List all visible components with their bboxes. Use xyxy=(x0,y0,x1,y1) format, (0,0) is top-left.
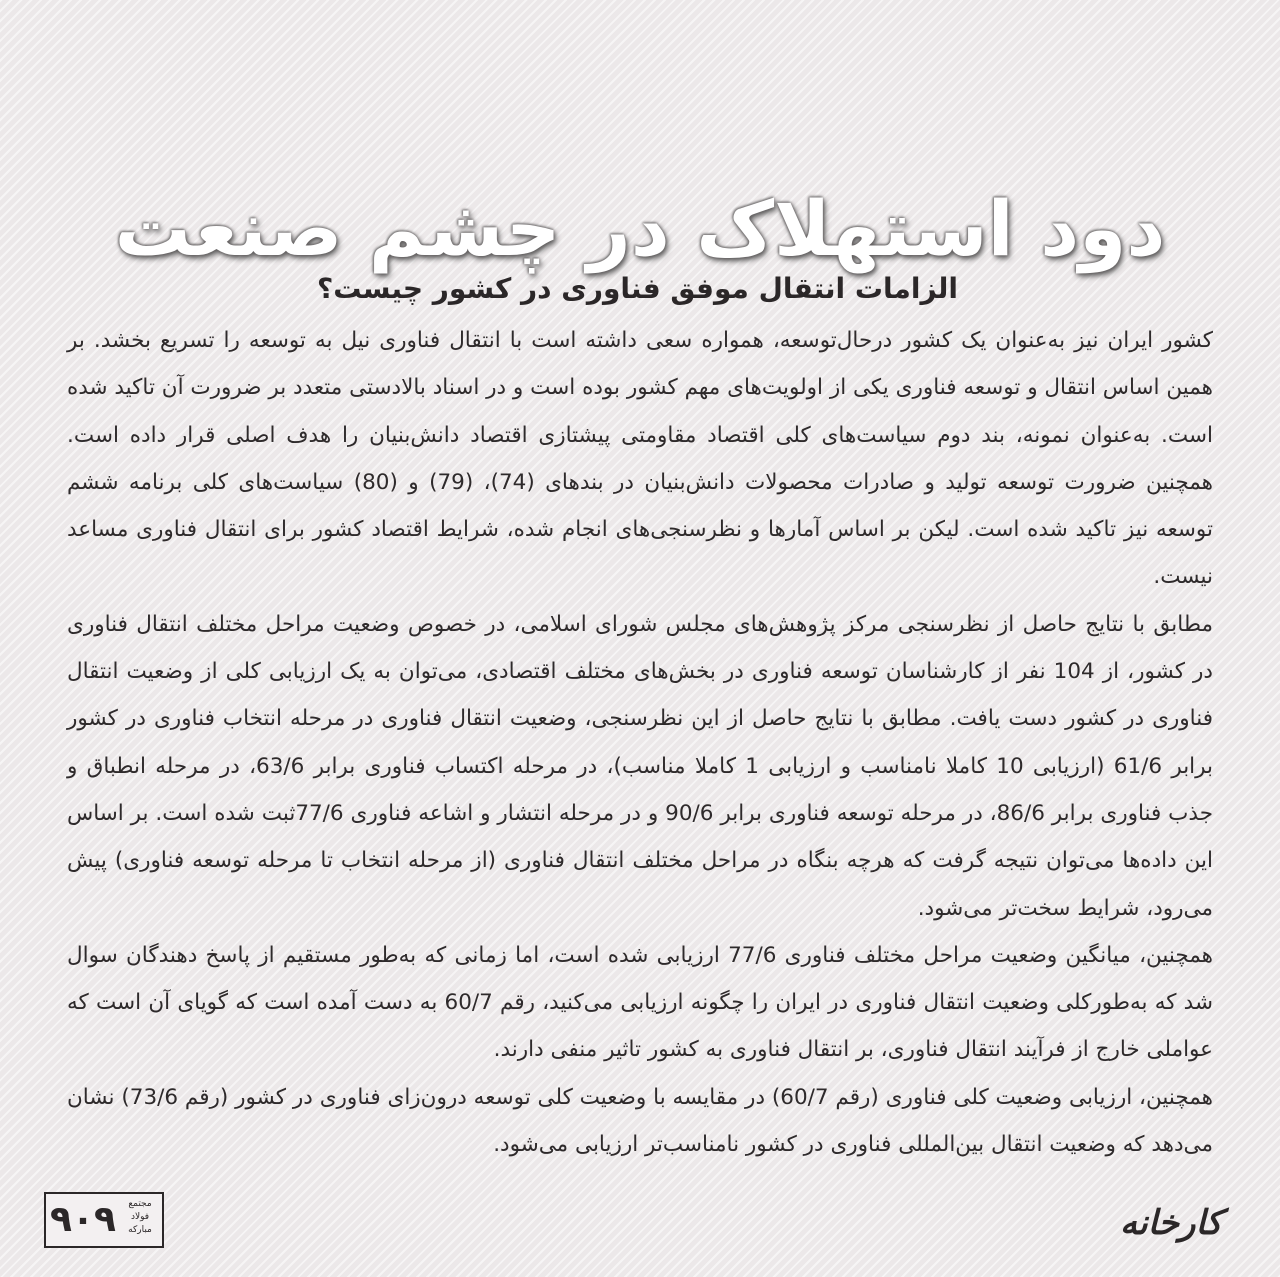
article-paragraph: مطابق با نتایج حاصل از نظرسنجی مرکز پژوهش‌های مجلس شورای اسلامی، در خصوص وضعیت مراحل مختلف انتقال فناوری در کشور، از 104 نفر از کارشناسان توسعه فناوری در بخش‌های مختلف اقتصادی، می‌توان به یک ارزیابی کلی از وضعیت انتقال فناوری در کشور دست یافت. مطابق با نتایج حاصل از این نظرسنجی، وضعیت انتقال فناوری در مرحله انتخاب فناوری در کشور برابر 61/6 (ارزیابی 10 کاملا نامناسب و ارزیابی 1 کاملا مناسب)، در مرحله اکتساب فناوری برابر 63/6، در مرحله انطباق و جذب فناوری برابر 86/6، در مرحله توسعه فناوری برابر 90/6 و در مرحله انتشار و اشاعه فناوری 77/6ثبت شده است. بر اساس این داده‌ها می‌توان نتیجه گرفت که هرچه بنگاه در مراحل مختلف انتقال فناوری (از مرحله انتخاب تا مرحله توسعه فناوری) پیش می‌رود، شرایط سخت‌تر می‌شود. xyxy=(67,611,1213,921)
article-paragraph: همچنین، ارزیابی وضعیت کلی فناوری (رقم 60/7) در مقایسه با وضعیت کلی توسعه درون‌زای فناوری در کشور (رقم 73/6) نشان می‌دهد که وضعیت انتقال بین‌المللی فناوری در کشور نامناسب‌تر ارزیابی می‌شود. xyxy=(67,1084,1213,1158)
logo-glyph: ۹۰۹ xyxy=(50,1199,116,1240)
karkhaneh-logo: کارخانه xyxy=(1119,1203,1223,1243)
page-title: دود استهلاک در چشم صنعت xyxy=(114,183,1166,273)
mobarakeh-steel-logo xyxy=(44,1192,164,1248)
article-paragraph: همچنین، میانگین وضعیت مراحل مختلف فناوری 77/6 ارزیابی شده است، اما زمانی که به‌طور مستقیم از پاسخ دهندگان سوال شد که به‌طورکلی وضعیت انتقال فناوری در ایران را چگونه ارزیابی می‌کنید، رقم 60/7 به دست آمده است که گویای آن است که عواملی خارج از فرآیند انتقال فناوری، بر انتقال فناوری به کشور تاثیر منفی دارند. xyxy=(67,942,1213,1063)
page-subtitle: الزامات انتقال موفق فناوری در کشور چیست؟ xyxy=(317,272,958,306)
article-body xyxy=(67,317,1213,1168)
article-paragraph: کشور ایران نیز به‌عنوان یک کشور درحال‌توسعه، همواره سعی داشته است با انتقال فناوری نیل به توسعه را تسریع بخشد. بر همین اساس انتقال و توسعه فناوری یکی از اولویت‌های مهم کشور بوده است و در اسناد بالادستی متعدد بر ضرورت آن تاکید شده است. به‌عنوان نمونه، بند دوم سیاست‌های کلی اقتصاد مقاومتی پیشتازی اقتصاد دانش‌بنیان را هدف اصلی قرار داده است. همچنین ضرورت توسعه تولید و صادرات محصولات دانش‌بنیان در بندهای (74)، (79) و (80) سیاست‌های کلی برنامه ششم توسعه نیز تاکید شده است. لیکن بر اساس آمارها و نظرسنجی‌های انجام شده، شرایط اقتصاد کشور برای انتقال فناوری مساعد نیست. xyxy=(67,328,1213,590)
logo-caption: مجتمع فولاد مبارکه xyxy=(128,1199,152,1235)
